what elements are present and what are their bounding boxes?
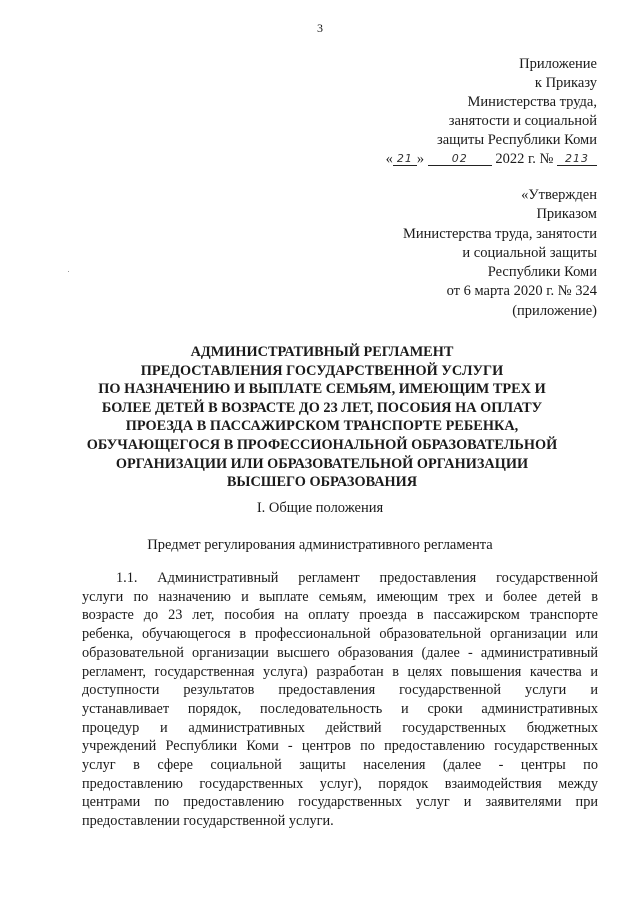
title-line: ПРЕДОСТАВЛЕНИЯ ГОСУДАРСТВЕННОЙ УСЛУГИ	[140, 362, 504, 379]
order-number-handwritten: 213	[565, 152, 589, 165]
approved-block	[403, 186, 597, 321]
title-line: ОРГАНИЗАЦИИ ИЛИ ОБРАЗОВАТЕЛЬНОЙ ОРГАНИЗАЦИИ	[115, 455, 529, 472]
title-line: АДМИНИСТРАТИВНЫЙ РЕГЛАМЕНТ	[190, 344, 454, 360]
date-day-handwritten: 21	[396, 152, 413, 165]
approved-line: (приложение)	[512, 302, 597, 319]
appendix-line: защиты Республики Коми	[436, 132, 597, 148]
date-open-quote: «	[385, 151, 393, 167]
appendix-line: Приложение	[519, 56, 597, 72]
paragraph-line: учреждений Республики Коми - центров по предоставлению государственных	[82, 738, 598, 755]
appendix-line: Министерства труда,	[467, 94, 597, 110]
page-number: 3	[317, 21, 323, 35]
paragraph-line: регламент, государственная услуга) разработан в целях повышения качества и	[82, 663, 598, 680]
paragraph-line: доступности результатов предоставления государственной услуги и	[82, 682, 598, 699]
appendix-line: занятости и социальной	[448, 113, 597, 129]
approved-line: и социальной защиты	[462, 244, 597, 261]
paragraph-line: образовательной организации высшего образования (далее - административный	[82, 644, 598, 661]
subsection-heading: Предмет регулирования административного регламента	[147, 537, 493, 553]
order-number-field	[557, 150, 597, 166]
paragraph-line: устанавливает порядок, последовательность и сроки административных	[82, 700, 598, 717]
paragraph-line: предоставлению государственных услуг), порядок взаимодействия между	[82, 775, 598, 792]
date-close-quote: »	[416, 151, 425, 167]
section-heading: I. Общие положения	[256, 500, 384, 516]
approved-line: Республики Коми	[487, 264, 597, 281]
document-title	[62, 343, 582, 492]
approved-line: Министерства труда, занятости	[403, 225, 597, 242]
scan-speck	[68, 271, 69, 272]
approved-line: Приказом	[536, 206, 597, 223]
date-year-text: 2022 г. №	[495, 151, 554, 167]
date-month-field	[428, 150, 492, 166]
paragraph-line: услуг в сфере социальной защиты населения (далее - центры по	[82, 757, 598, 774]
paragraph-line: ребенка, обучающегося в профессиональной образовательной организации или	[82, 626, 598, 643]
paragraph-line: предоставлении государственной услуги.	[82, 813, 334, 830]
date-day-field	[393, 150, 417, 166]
title-line: ОБУЧАЮЩЕГОСЯ В ПРОФЕССИОНАЛЬНОЙ ОБРАЗОВАТЕЛЬНОЙ	[86, 436, 558, 453]
date-month-handwritten: 02	[451, 152, 468, 165]
approved-line: от 6 марта 2020 г. № 324	[446, 283, 597, 300]
paragraph-line: центрами по предоставлению государственных услуг и заявителями при	[82, 794, 598, 811]
title-line: ВЫСШЕГО ОБРАЗОВАНИЯ	[226, 474, 418, 491]
title-line: ПРОЕЗДА В ПАССАЖИРСКОМ ТРАНСПОРТЕ РЕБЕНКА,	[125, 418, 519, 435]
paragraph-line: процедур и административных действий государственных бюджетных	[82, 719, 598, 736]
paragraph-line: 1.1. Административный регламент предоставления государственной	[116, 570, 598, 586]
title-line: БОЛЕЕ ДЕТЕЙ В ВОЗРАСТЕ ДО 23 ЛЕТ, ПОСОБИЯ НА ОПЛАТУ	[101, 399, 543, 416]
paragraph-line: возрасте до 23 лет, пособия на оплату проезда в пассажирском транспорте	[82, 607, 598, 624]
paragraph-1-1	[82, 569, 598, 831]
appendix-line: к Приказу	[534, 75, 597, 91]
approved-line: «Утвержден	[521, 187, 597, 203]
appendix-date-line	[386, 150, 597, 169]
appendix-block	[386, 55, 597, 169]
title-line: ПО НАЗНАЧЕНИЮ И ВЫПЛАТЕ СЕМЬЯМ, ИМЕЮЩИМ ТРЕХ И	[98, 381, 546, 398]
paragraph-line: услуги по назначению и выплате семьям, имеющим трех и более детей в	[82, 588, 598, 605]
